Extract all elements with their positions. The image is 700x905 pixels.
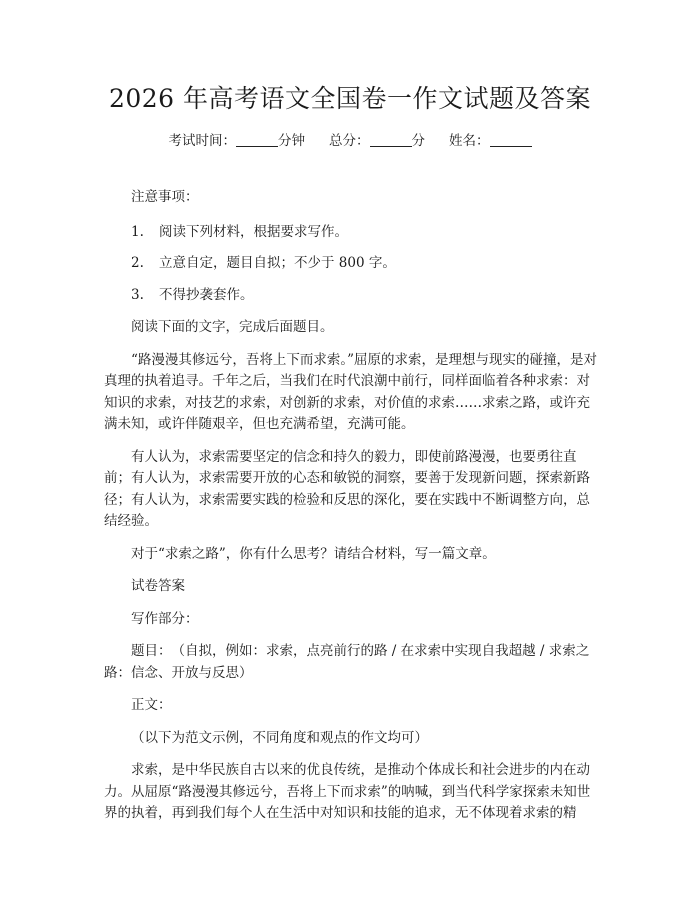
writing-section-heading: 写作部分： [131,610,199,627]
material-paragraph-2: 有人认为，求索需要坚定的信念和持久的毅力，即使前路漫漫，也要勇往直前；有人认为，求索需要开放的心态和敏锐的洞察，要善于发现新问题，探索新路径；有人认为，求索需要实践的检验和反思的深化，要在实践中不断调整方向，总结经验。 [104,448,590,529]
essay-body-heading: 正文： [131,697,172,713]
note-text: 阅读下列材料，根据要求写作。 [159,223,348,240]
writing-question: 对于“求索之路”，你有什么思考？请结合材料，写一篇文章。 [131,545,496,562]
sample-essay-note: （以下为范文示例，不同角度和观点的作文均可） [131,729,428,746]
total-score-field [329,131,425,151]
document-body [104,187,598,825]
document-title: 2026 年高考语文全国卷一作文试题及答案 [108,84,592,113]
name-label: 姓名： [449,133,490,149]
note-item [104,285,598,307]
score-label: 总分： [329,133,370,149]
score-blank[interactable] [370,132,412,147]
exam-time-field [169,131,306,151]
note-text: 不得抄袭套作。 [159,286,254,303]
exam-meta-line [0,131,700,151]
note-item [104,253,598,275]
time-blank[interactable] [236,132,278,147]
answer-heading: 试卷答案 [131,578,185,594]
time-label: 考试时间： [168,133,236,149]
time-unit: 分钟 [278,133,305,149]
note-text: 立意自定，题目自拟；不少于 800 字。 [159,255,396,271]
note-number: 3. [131,286,144,303]
notes-heading: 注意事项： [131,189,199,205]
note-item [104,222,598,244]
essay-topic: 题目： （自拟，例如：求索，点亮前行的路 / 在求索中实现自我超越 / 求索之路：信念、开放与反思） [104,643,590,681]
name-blank[interactable] [490,132,532,147]
name-field [449,131,532,151]
note-number: 1. [131,223,144,240]
note-number: 2. [131,255,144,271]
reading-instruction: 阅读下面的文字，完成后面题目。 [131,319,334,335]
material-paragraph-1: “路漫漫其修远兮，吾将上下而求索。”屈原的求索，是理想与现实的碰撞，是对真理的执着追寻。千年之后，当我们在时代浪潮中前行，同样面临着各种求索：对知识的求索，对技艺的求索，对创新的求索，对价值的求索……求索之路，或许充满未知，或许伴随艰辛，但也充满希望，充满可能。 [104,351,598,432]
score-unit: 分 [411,133,425,149]
essay-paragraph-1: 求索，是中华民族自古以来的优良传统，是推动个体成长和社会进步的内在动力。从屈原“路漫漫其修远兮，吾将上下而求索”的呐喊，到当代科学家探索未知世界的执着，再到我们每个人在生活中对知识和技能的追求，无不体现着求索的精 [104,762,591,821]
